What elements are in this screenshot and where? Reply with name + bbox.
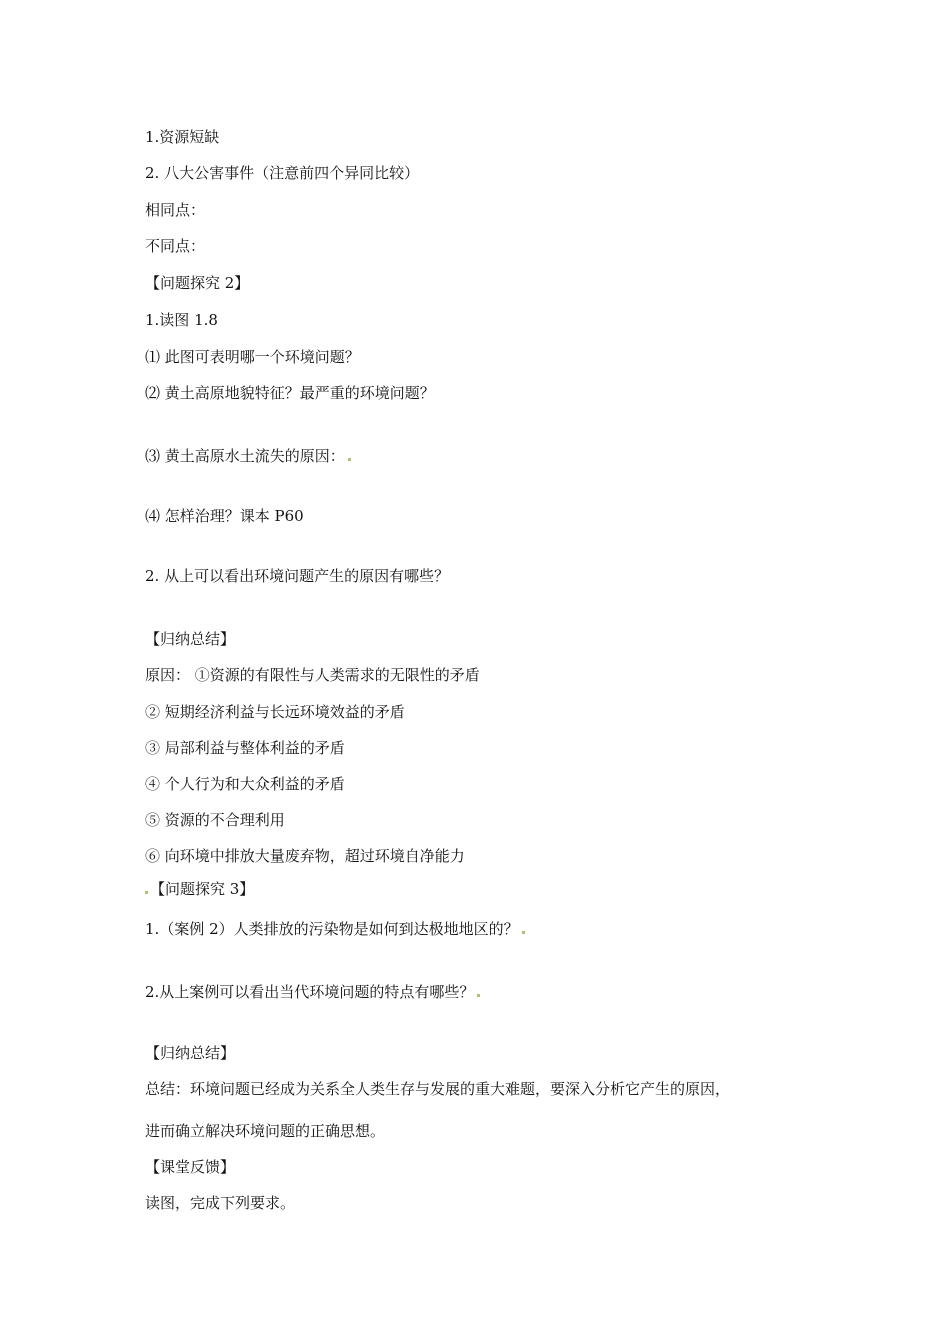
question-item-4: ⑷ 怎样治理？课本 P60 [145, 507, 304, 525]
cause-item-3: ③ 局部利益与整体利益的矛盾 [145, 739, 345, 757]
text-line-read-map: 读图，完成下列要求。 [145, 1194, 296, 1212]
case-question-2 [145, 982, 480, 1002]
scan-dot-mark [348, 458, 351, 461]
section-heading-inquiry-2: 【问题探究 2】 [145, 274, 250, 292]
summary-paragraph-line-1: 总结：环境问题已经成为关系全人类生存与发展的重大难题，要深入分析它产生的原因， [145, 1080, 731, 1098]
summary-paragraph-line-2: 进而确立解决环境问题的正确思想。 [145, 1122, 386, 1140]
case-question-2-text: 2.从上案例可以看出当代环境问题的特点有哪些？ [145, 983, 475, 1001]
cause-item-4: ④ 个人行为和大众利益的矛盾 [145, 775, 345, 793]
scan-dot-mark [522, 931, 525, 934]
text-line-differences: 不同点： [145, 237, 206, 255]
cause-item-2: ② 短期经济利益与长远环境效益的矛盾 [145, 703, 405, 721]
scan-dot-mark [477, 994, 480, 997]
section-heading-summary-2: 【归纳总结】 [145, 1044, 236, 1062]
section-heading-inquiry-3 [145, 879, 254, 899]
cause-item-5: ⑤ 资源的不合理利用 [145, 811, 285, 829]
cause-item-1: 原因： ①资源的有限性与人类需求的无限性的矛盾 [145, 666, 480, 684]
question-item-2: ⑵ 黄土高原地貌特征？最严重的环境问题？ [145, 384, 435, 402]
question-causes: 2. 从上可以看出环境问题产生的原因有哪些？ [145, 567, 450, 585]
case-question-1-text: 1.（案例 2）人类排放的污染物是如何到达极地地区的？ [145, 920, 519, 938]
question-item-3 [145, 446, 351, 466]
scan-dot-mark [145, 891, 148, 894]
section-heading-inquiry-3-text: 【问题探究 3】 [150, 880, 255, 898]
cause-item-6: ⑥ 向环境中排放大量废弃物，超过环境自净能力 [145, 847, 465, 865]
text-line-read-figure: 1.读图 1.8 [145, 311, 218, 329]
section-heading-summary-1: 【归纳总结】 [145, 630, 236, 648]
question-item-3-text: ⑶ 黄土高原水土流失的原因： [145, 447, 345, 465]
case-question-1 [145, 919, 525, 939]
text-line-pollution-events: 2. 八大公害事件（注意前四个异同比较） [145, 164, 420, 182]
section-heading-feedback: 【课堂反馈】 [145, 1158, 236, 1176]
question-item-1: ⑴ 此图可表明哪一个环境问题？ [145, 348, 360, 366]
text-line-similarities: 相同点： [145, 201, 206, 219]
text-line-resource-shortage: 1.资源短缺 [145, 128, 220, 146]
